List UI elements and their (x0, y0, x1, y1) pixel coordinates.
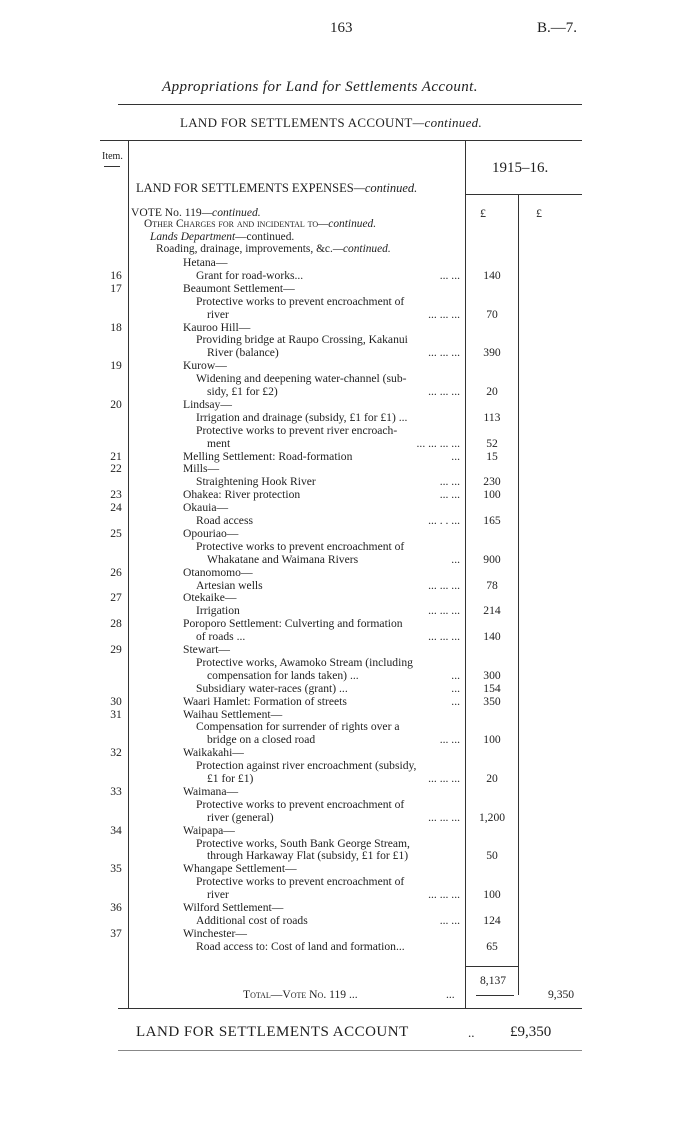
running-title: Appropriations for Land for Settlements Account. (162, 79, 478, 95)
table-row (0, 579, 700, 592)
table-row (0, 772, 700, 785)
item-description: Grant for road-works... (196, 268, 304, 282)
table-row (0, 837, 700, 850)
leader-dots: ... (451, 668, 460, 682)
table-row (0, 914, 700, 927)
table-row (0, 630, 700, 643)
leader-dots: ... ... ... (428, 346, 460, 360)
total-dots: ... (446, 988, 455, 1001)
item-description: Stewart— (183, 643, 231, 656)
table-row (0, 759, 700, 772)
item-description: Widening and deepening water-channel (sub- (196, 372, 407, 386)
item-amount: 390 (483, 346, 501, 360)
table-row (0, 875, 700, 888)
item-number: 31 (110, 707, 122, 721)
item-number: 37 (110, 926, 122, 940)
item-amount: 350 (483, 694, 501, 708)
table-row (0, 475, 700, 488)
item-number: 19 (110, 359, 122, 373)
item-description: Otanomomo— (183, 565, 253, 579)
table-row (0, 901, 700, 914)
section-title-text: LAND FOR SETTLEMENTS ACCOUNT (180, 115, 413, 130)
item-header-underline (104, 166, 120, 167)
item-description: Waihau Settlement— (183, 707, 283, 721)
item-description: Ohakea: River protection (183, 488, 301, 502)
table-row (0, 462, 700, 475)
table-row (0, 385, 700, 398)
item-description: river (207, 888, 229, 902)
leader-dots: ... (451, 449, 460, 463)
subtotal-rule (465, 966, 518, 967)
item-number: 30 (110, 694, 122, 708)
table-row (0, 359, 700, 372)
department-heading (150, 231, 294, 243)
leader-dots: ... ... ... (428, 630, 460, 644)
item-amount: 140 (483, 268, 501, 282)
item-description: bridge on a closed road (207, 733, 316, 747)
expenses-heading-text: LAND FOR SETTLEMENTS EXPENSES (136, 181, 354, 195)
item-description: Straightening Hook River (196, 475, 316, 489)
item-amount: 15 (486, 449, 498, 463)
table-row (0, 333, 700, 346)
item-description: sidy, £1 for £2) (207, 385, 278, 398)
item-description: river (general) (207, 810, 274, 824)
other-charges-continued: —continued. (318, 218, 377, 230)
footer-rule (118, 1050, 582, 1051)
table-row (0, 540, 700, 553)
item-number: 21 (110, 449, 122, 463)
table-row (0, 450, 700, 463)
table-row (0, 321, 700, 334)
table-row (0, 372, 700, 385)
table-row (0, 695, 700, 708)
item-number: 25 (110, 526, 122, 540)
item-description: Waari Hamlet: Formation of streets (183, 694, 347, 708)
table-bottom-rule (118, 1008, 582, 1009)
table-row (0, 669, 700, 682)
item-number: 17 (110, 281, 122, 295)
item-amount: 154 (483, 681, 501, 695)
table-row (0, 527, 700, 540)
leader-dots: ... ... (439, 475, 460, 489)
leader-dots: ... ... ... (428, 578, 460, 592)
section-title-continued: —continued. (412, 115, 483, 130)
item-description: Road access to: Cost of land and formation... (196, 939, 405, 953)
item-description: Protective works to prevent encroachment of (196, 875, 405, 889)
table-row (0, 785, 700, 798)
item-description: of roads ... (196, 630, 246, 644)
item-amount: 50 (486, 849, 498, 863)
expenses-heading (136, 181, 417, 196)
item-amount: 20 (486, 385, 498, 398)
item-number: 33 (110, 784, 122, 798)
item-number: 24 (110, 501, 122, 515)
table-row (0, 708, 700, 721)
item-amount: 165 (483, 514, 501, 527)
table-row (0, 682, 700, 695)
table-row (0, 798, 700, 811)
roading-text: Roading, drainage, improvements, &c. (156, 243, 333, 255)
item-description: River (balance) (207, 346, 279, 360)
table-row (0, 437, 700, 450)
subtotal-underline (476, 995, 514, 996)
currency-right: £ (536, 206, 542, 220)
item-description: Opouriao— (183, 526, 239, 540)
item-description: Artesian wells (196, 578, 263, 592)
item-amount: 214 (483, 604, 501, 618)
vote-heading-text: VOTE No. 119 (131, 206, 202, 219)
item-description: compensation for lands taken) ... (207, 668, 359, 682)
table-row (0, 862, 700, 875)
leader-dots: ... (451, 694, 460, 708)
leader-dots: ... (451, 681, 460, 695)
item-description: Whakatane and Waimana Rivers (207, 552, 359, 566)
item-number: 27 (110, 591, 122, 605)
item-description: river (207, 307, 229, 321)
item-amount: 900 (483, 552, 501, 566)
item-number: 32 (110, 746, 122, 760)
total-amount: 9,350 (548, 988, 575, 1001)
item-description: through Harkaway Flat (subsidy, £1 for £1) (207, 849, 409, 863)
footer-amount: £9,350 (510, 1024, 552, 1040)
table-row (0, 746, 700, 759)
table-row (0, 398, 700, 411)
item-description: Protective works to prevent river encroach- (196, 423, 398, 437)
item-description: Kurow— (183, 359, 227, 373)
currency-left: £ (480, 206, 486, 220)
item-description: Poroporo Settlement: Culverting and formation (183, 617, 403, 631)
leader-dots: ... ... ... (428, 772, 460, 785)
table-row (0, 308, 700, 321)
expenses-heading-continued: —continued. (353, 181, 418, 195)
table-row (0, 849, 700, 862)
item-amount: 1,200 (478, 810, 506, 824)
table-row (0, 720, 700, 733)
item-description: Protection against river encroachment (subsidy, (196, 759, 417, 773)
table-row (0, 346, 700, 359)
document-reference: B.—7. (537, 20, 578, 36)
item-amount: 100 (483, 888, 501, 902)
item-amount: 65 (486, 939, 498, 953)
table-row (0, 617, 700, 630)
section-title (180, 115, 482, 131)
item-description: Providing bridge at Raupo Crossing, Kakanui (196, 333, 408, 347)
item-number: 22 (110, 462, 122, 476)
item-description: Lindsay— (183, 397, 232, 411)
table-row (0, 269, 700, 282)
item-number: 36 (110, 901, 122, 914)
item-number: 35 (110, 862, 122, 876)
item-amount: 113 (483, 410, 501, 424)
table-row (0, 643, 700, 656)
item-description: Road access (196, 514, 253, 527)
year-column-header: 1915–16. (492, 160, 549, 176)
table-row (0, 811, 700, 824)
item-amount: 300 (483, 668, 501, 682)
total-label: Total—Vote No. 119 ... (243, 988, 358, 1001)
table-row (0, 488, 700, 501)
table-row (0, 566, 700, 579)
item-number: 34 (110, 823, 122, 837)
item-description: Waipapa— (183, 823, 235, 837)
leader-dots: ... . . ... (428, 514, 460, 527)
roading-heading (156, 243, 391, 255)
item-amount: 140 (483, 630, 501, 644)
leader-dots: ... (451, 552, 460, 566)
leader-dots: ... ... ... (428, 307, 460, 321)
table-row (0, 411, 700, 424)
item-column-header: Item. (102, 151, 123, 162)
item-number: 18 (110, 320, 122, 334)
table-row (0, 927, 700, 940)
item-amount: 100 (483, 733, 501, 747)
year-header-rule (465, 194, 582, 195)
item-number: 28 (110, 617, 122, 631)
table-row (0, 501, 700, 514)
item-description: Mills— (183, 462, 220, 476)
item-description: Protective works to prevent encroachment of (196, 797, 405, 811)
other-charges-text: Other Charges for and incidental to (144, 218, 319, 230)
item-description: Melling Settlement: Road-formation (183, 449, 353, 463)
table-row (0, 888, 700, 901)
other-charges-heading (144, 218, 376, 230)
leader-dots: ... ... ... (428, 604, 460, 618)
footer-label: LAND FOR SETTLEMENTS ACCOUNT (136, 1024, 409, 1040)
subtotal-amount: 8,137 (480, 974, 507, 987)
item-description: Compensation for surrender of rights over a (196, 720, 400, 734)
item-description: Whangape Settlement— (183, 862, 297, 876)
item-amount: 100 (483, 488, 501, 502)
table-row (0, 591, 700, 604)
leader-dots: ... ... (439, 733, 460, 747)
item-description: Irrigation (196, 604, 240, 618)
leader-dots: ... ... ... (428, 810, 460, 824)
leader-dots: ... ... ... (428, 888, 460, 902)
table-row (0, 256, 700, 269)
item-description: Irrigation and drainage (subsidy, £1 for £1) ... (196, 410, 408, 424)
item-description: £1 for £1) (207, 772, 254, 785)
leader-dots: ... ... ... (428, 385, 460, 398)
item-number: 29 (110, 643, 122, 656)
item-number: 26 (110, 565, 122, 579)
page-number: 163 (330, 20, 353, 36)
leader-dots: ... ... ... ... (416, 436, 460, 450)
item-number: 23 (110, 488, 122, 502)
vote-heading-continued: —continued. (201, 206, 261, 219)
item-description: Protective works to prevent encroachment of (196, 294, 405, 308)
item-description: Winchester— (183, 926, 247, 940)
table-row (0, 514, 700, 527)
item-description: Okauia— (183, 501, 229, 515)
table-row (0, 940, 700, 953)
item-description: Kauroo Hill— (183, 320, 251, 334)
table-row (0, 424, 700, 437)
item-description: Protective works, Awamoko Stream (including (196, 655, 413, 669)
item-amount: 70 (486, 307, 498, 321)
department-continued: —continued. (235, 231, 295, 243)
footer-dots: .. (468, 1025, 475, 1040)
item-description: Wilford Settlement— (183, 901, 284, 914)
roading-continued: —continued. (332, 243, 391, 255)
item-number: 16 (110, 268, 122, 282)
table-row (0, 282, 700, 295)
table-row (0, 295, 700, 308)
item-description: Hetana— (183, 256, 228, 269)
item-amount: 52 (486, 436, 498, 450)
department-text: Lands Department (150, 231, 236, 243)
item-description: Additional cost of roads (196, 913, 308, 927)
item-amount: 230 (483, 475, 501, 489)
item-amount: 20 (486, 772, 498, 785)
item-description: Waimana— (183, 784, 239, 798)
leader-dots: ... ... (439, 268, 460, 282)
item-description: Subsidiary water-races (grant) ... (196, 681, 348, 695)
leader-dots: ... ... (439, 488, 460, 502)
item-description: Protective works, South Bank George Stream, (196, 836, 410, 850)
table-top-rule (100, 140, 582, 141)
item-description: Protective works to prevent encroachment of (196, 539, 405, 553)
item-amount: 78 (486, 578, 498, 592)
item-number: 20 (110, 397, 122, 411)
table-row (0, 733, 700, 746)
table-row (0, 656, 700, 669)
table-row (0, 604, 700, 617)
leader-dots: ... ... (439, 913, 460, 927)
item-description: Waikakahi— (183, 746, 244, 760)
header-rule (118, 104, 582, 105)
item-description: Beaumont Settlement— (183, 281, 295, 295)
item-description: ment (207, 436, 231, 450)
table-row (0, 824, 700, 837)
item-description: Otekaike— (183, 591, 237, 605)
item-amount: 124 (483, 913, 501, 927)
table-row (0, 553, 700, 566)
